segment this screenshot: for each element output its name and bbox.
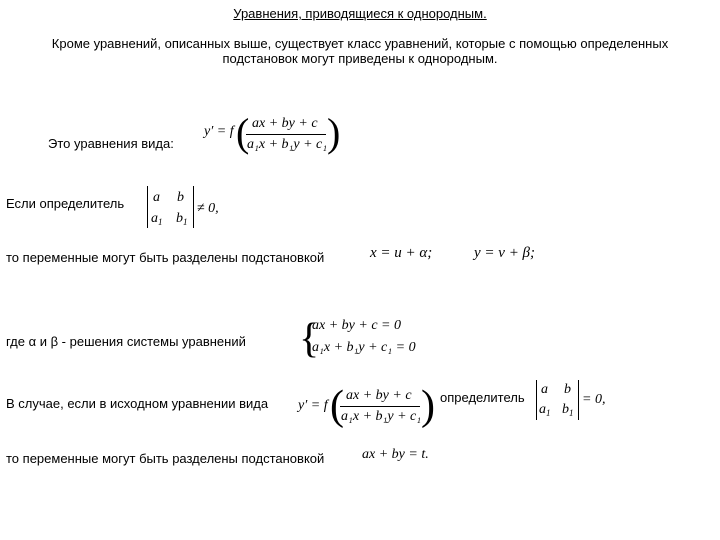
det2-bar-right	[578, 380, 579, 420]
intro-paragraph: Кроме уравнений, описанных выше, существует класс уравнений, которые с помощью определенных подстановок могут приведены к однородным.	[51, 36, 669, 66]
substitution-t: ax + by = t.	[362, 447, 429, 462]
determinant-label-2: определитель	[440, 390, 525, 405]
determinant-label: Если определитель	[6, 196, 125, 211]
case-formula-lhs: y′ = f	[298, 398, 328, 413]
formula-denominator: a₁x + b₁y + c₁	[247, 137, 328, 152]
det2-bar-left	[536, 380, 537, 420]
case-paren-right: )	[421, 383, 435, 429]
equation-form-label: Это уравнения вида:	[48, 136, 174, 151]
det-bar-right	[193, 186, 194, 228]
system-brace: {	[299, 316, 320, 362]
paren-left: (	[236, 110, 250, 155]
case-label: В случае, если в исходном уравнении вида	[6, 396, 269, 411]
case-fraction-bar	[340, 406, 420, 407]
det-neq-zero: ≠ 0,	[197, 201, 219, 216]
system-label: где α и β - решения системы уравнений	[6, 334, 246, 349]
substitution-label-1: то переменные могут быть разделены подстановкой	[6, 250, 325, 265]
case-formula-numerator: ax + by + c	[346, 388, 412, 403]
substitution-label-2: то переменные могут быть разделены подстановкой	[6, 451, 325, 466]
paren-right: )	[327, 110, 341, 155]
page-title: Уравнения, приводящиеся к однородным.	[233, 6, 487, 21]
case-formula-denominator: a₁x + b₁y + c₁	[341, 409, 422, 424]
formula-numerator: ax + by + c	[252, 116, 318, 131]
det-eq-zero: = 0,	[582, 392, 606, 407]
system-eq-1: ax + by + c = 0	[312, 318, 401, 333]
substitution-x: x = u + α;	[370, 245, 433, 261]
det-bar-left	[147, 186, 148, 228]
case-paren-left: (	[330, 383, 344, 429]
system-eq-2: a₁x + b₁y + c₁ = 0	[312, 340, 416, 355]
substitution-y: y = v + β;	[474, 245, 536, 261]
formula-lhs: y′ = f	[204, 124, 234, 139]
fraction-bar	[246, 134, 326, 135]
